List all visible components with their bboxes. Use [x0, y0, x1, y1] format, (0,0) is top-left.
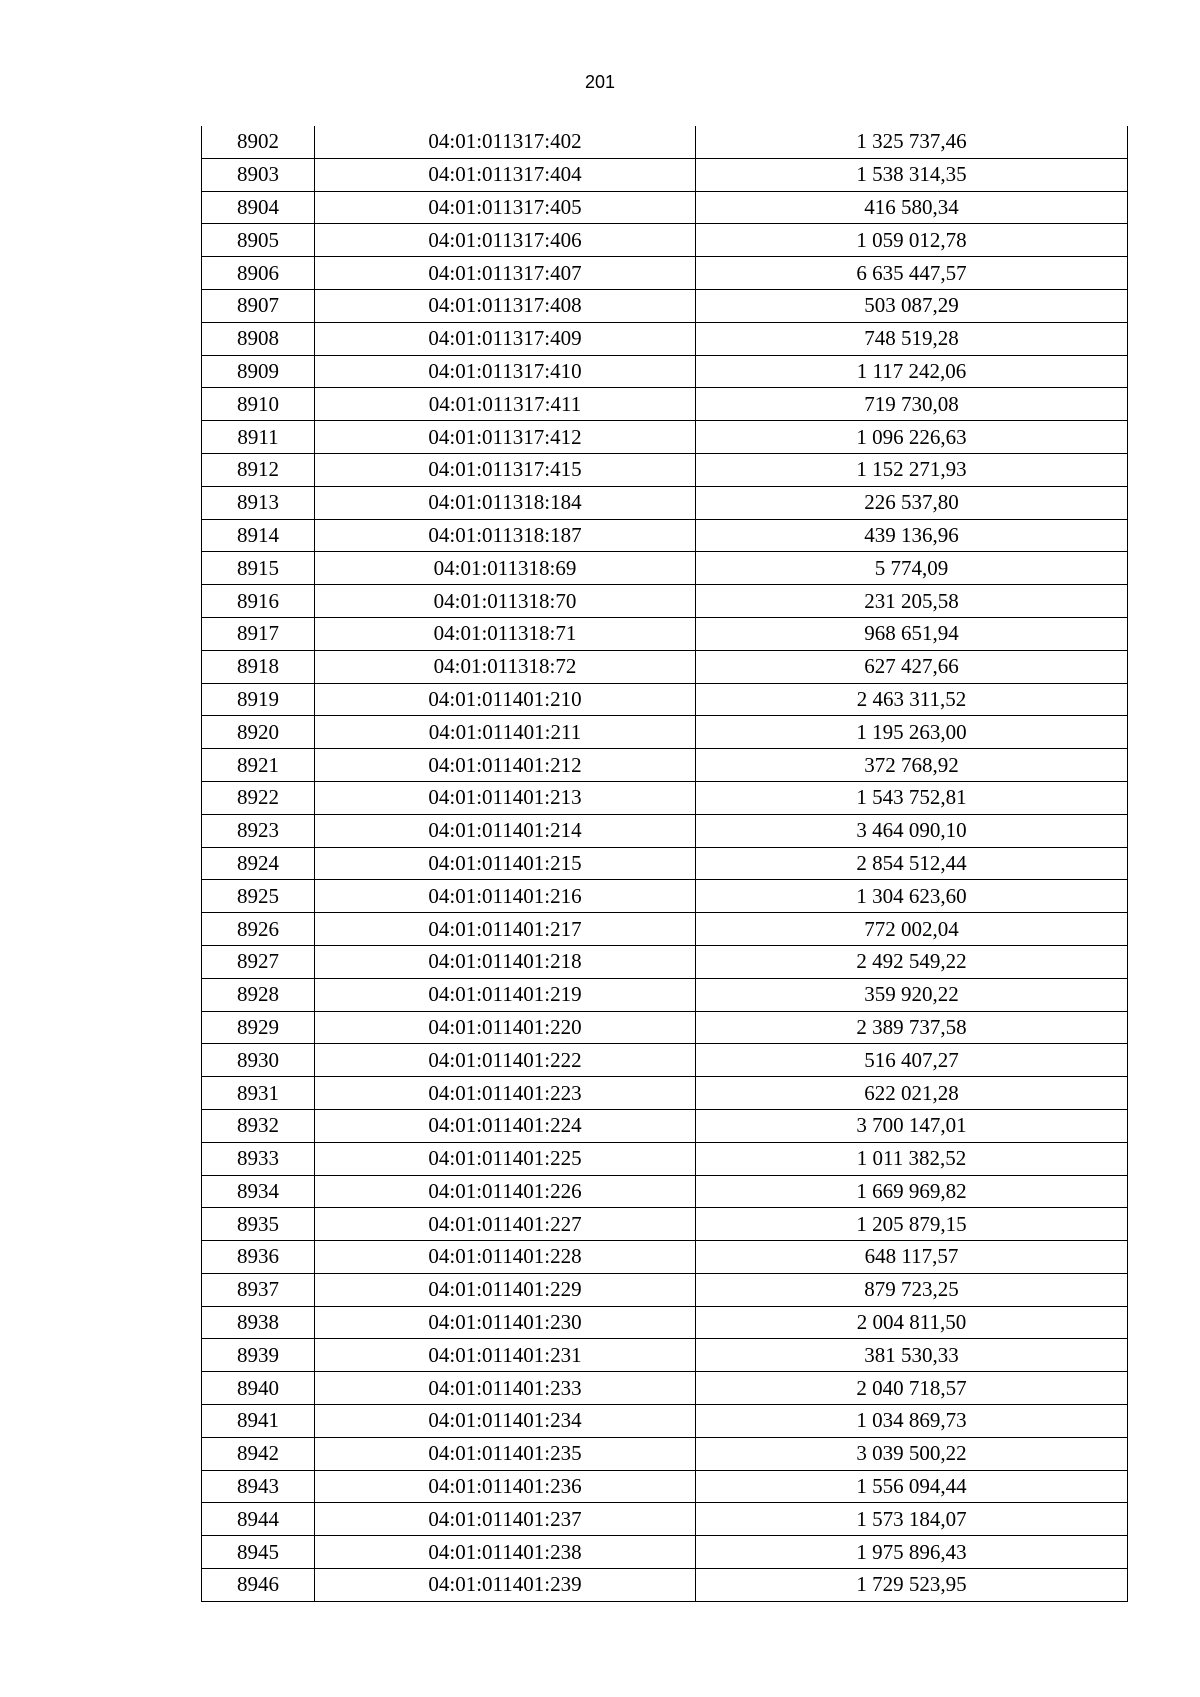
cadastral-value-cell: 1 152 271,93 [696, 453, 1128, 486]
row-number-cell: 8937 [202, 1273, 315, 1306]
cadastral-value-cell: 879 723,25 [696, 1273, 1128, 1306]
row-number-cell: 8915 [202, 552, 315, 585]
row-number-cell: 8924 [202, 847, 315, 880]
cadastral-number-cell: 04:01:011401:234 [315, 1405, 696, 1438]
row-number-cell: 8916 [202, 585, 315, 618]
row-number-cell: 8931 [202, 1077, 315, 1110]
cadastral-number-cell: 04:01:011317:409 [315, 322, 696, 355]
cadastral-number-cell: 04:01:011401:228 [315, 1241, 696, 1274]
cadastral-number-cell: 04:01:011318:72 [315, 650, 696, 683]
row-number-cell: 8922 [202, 781, 315, 814]
row-number-cell: 8932 [202, 1109, 315, 1142]
table-row [202, 519, 1128, 552]
cadastral-value-cell: 1 543 752,81 [696, 781, 1128, 814]
cadastral-value-cell: 3 700 147,01 [696, 1109, 1128, 1142]
table-row [202, 552, 1128, 585]
table-row [202, 322, 1128, 355]
cadastral-value-cell: 1 205 879,15 [696, 1208, 1128, 1241]
table-row [202, 1011, 1128, 1044]
cadastral-value-cell: 622 021,28 [696, 1077, 1128, 1110]
table-row [202, 1273, 1128, 1306]
cadastral-number-cell: 04:01:011318:69 [315, 552, 696, 585]
table-row [202, 617, 1128, 650]
row-number-cell: 8903 [202, 158, 315, 191]
cadastral-value-cell: 1 096 226,63 [696, 421, 1128, 454]
cadastral-number-cell: 04:01:011401:230 [315, 1306, 696, 1339]
cadastral-value-cell: 372 768,92 [696, 749, 1128, 782]
row-number-cell: 8923 [202, 814, 315, 847]
cadastral-value-cell: 1 573 184,07 [696, 1503, 1128, 1536]
cadastral-value-cell: 503 087,29 [696, 289, 1128, 322]
cadastral-number-cell: 04:01:011401:237 [315, 1503, 696, 1536]
cadastral-value-cell: 748 519,28 [696, 322, 1128, 355]
table-row [202, 749, 1128, 782]
table-row [202, 847, 1128, 880]
cadastral-value-cell: 6 635 447,57 [696, 257, 1128, 290]
table-row [202, 880, 1128, 913]
table-row [202, 289, 1128, 322]
table-row [202, 355, 1128, 388]
table-row [202, 421, 1128, 454]
cadastral-number-cell: 04:01:011401:222 [315, 1044, 696, 1077]
row-number-cell: 8917 [202, 617, 315, 650]
page-number: 201 [584, 72, 616, 92]
cadastral-number-cell: 04:01:011401:224 [315, 1109, 696, 1142]
row-number-cell: 8906 [202, 257, 315, 290]
row-number-cell: 8919 [202, 683, 315, 716]
table-row [202, 1306, 1128, 1339]
cadastral-number-cell: 04:01:011317:402 [315, 126, 696, 158]
table-row [202, 1470, 1128, 1503]
row-number-cell: 8934 [202, 1175, 315, 1208]
cadastral-number-cell: 04:01:011401:212 [315, 749, 696, 782]
table-row [202, 1437, 1128, 1470]
cadastral-value-cell: 516 407,27 [696, 1044, 1128, 1077]
row-number-cell: 8911 [202, 421, 315, 454]
cadastral-value-cell: 226 537,80 [696, 486, 1128, 519]
cadastral-value-cell: 1 729 523,95 [696, 1569, 1128, 1602]
cadastral-value-cell: 772 002,04 [696, 913, 1128, 946]
row-number-cell: 8913 [202, 486, 315, 519]
cadastral-value-cell: 416 580,34 [696, 191, 1128, 224]
row-number-cell: 8933 [202, 1142, 315, 1175]
cadastral-number-cell: 04:01:011317:411 [315, 388, 696, 421]
row-number-cell: 8936 [202, 1241, 315, 1274]
cadastral-value-cell: 2 492 549,22 [696, 945, 1128, 978]
row-number-cell: 8946 [202, 1569, 315, 1602]
cadastral-number-cell: 04:01:011317:404 [315, 158, 696, 191]
cadastral-number-cell: 04:01:011318:184 [315, 486, 696, 519]
cadastral-value-cell: 1 325 737,46 [696, 126, 1128, 158]
cadastral-value-cell: 627 427,66 [696, 650, 1128, 683]
cadastral-number-cell: 04:01:011401:229 [315, 1273, 696, 1306]
cadastral-value-cell: 2 040 718,57 [696, 1372, 1128, 1405]
table-row [202, 453, 1128, 486]
cadastral-value-cell: 1 117 242,06 [696, 355, 1128, 388]
cadastral-number-cell: 04:01:011401:220 [315, 1011, 696, 1044]
row-number-cell: 8945 [202, 1536, 315, 1569]
cadastral-value-cell: 968 651,94 [696, 617, 1128, 650]
cadastral-value-cell: 1 195 263,00 [696, 716, 1128, 749]
cadastral-number-cell: 04:01:011401:219 [315, 978, 696, 1011]
cadastral-number-cell: 04:01:011401:215 [315, 847, 696, 880]
table-row [202, 1241, 1128, 1274]
cadastral-number-cell: 04:01:011401:216 [315, 880, 696, 913]
table-row [202, 388, 1128, 421]
cadastral-number-cell: 04:01:011401:225 [315, 1142, 696, 1175]
cadastral-value-cell: 3 039 500,22 [696, 1437, 1128, 1470]
table-row [202, 486, 1128, 519]
table-row [202, 1503, 1128, 1536]
cadastral-number-cell: 04:01:011317:406 [315, 224, 696, 257]
cadastral-number-cell: 04:01:011401:227 [315, 1208, 696, 1241]
row-number-cell: 8904 [202, 191, 315, 224]
row-number-cell: 8941 [202, 1405, 315, 1438]
cadastral-value-cell: 2 389 737,58 [696, 1011, 1128, 1044]
table-row [202, 224, 1128, 257]
cadastral-value-cell: 439 136,96 [696, 519, 1128, 552]
cadastral-number-cell: 04:01:011317:407 [315, 257, 696, 290]
row-number-cell: 8940 [202, 1372, 315, 1405]
cadastral-number-cell: 04:01:011401:231 [315, 1339, 696, 1372]
cadastral-number-cell: 04:01:011318:70 [315, 585, 696, 618]
row-number-cell: 8942 [202, 1437, 315, 1470]
table-row [202, 1339, 1128, 1372]
row-number-cell: 8929 [202, 1011, 315, 1044]
cadastral-value-cell: 2 854 512,44 [696, 847, 1128, 880]
table-row [202, 913, 1128, 946]
table-row [202, 716, 1128, 749]
table-row [202, 978, 1128, 1011]
row-number-cell: 8918 [202, 650, 315, 683]
cadastral-number-cell: 04:01:011401:226 [315, 1175, 696, 1208]
row-number-cell: 8910 [202, 388, 315, 421]
cadastral-value-cell: 648 117,57 [696, 1241, 1128, 1274]
row-number-cell: 8921 [202, 749, 315, 782]
cadastral-value-cell: 1 304 623,60 [696, 880, 1128, 913]
table-row [202, 158, 1128, 191]
table-row [202, 650, 1128, 683]
cadastral-value-cell: 5 774,09 [696, 552, 1128, 585]
row-number-cell: 8935 [202, 1208, 315, 1241]
row-number-cell: 8908 [202, 322, 315, 355]
table-row [202, 1142, 1128, 1175]
cadastral-number-cell: 04:01:011401:239 [315, 1569, 696, 1602]
cadastral-number-cell: 04:01:011317:412 [315, 421, 696, 454]
table-row [202, 1208, 1128, 1241]
row-number-cell: 8939 [202, 1339, 315, 1372]
table-row [202, 1044, 1128, 1077]
table-row [202, 585, 1128, 618]
table-row [202, 1569, 1128, 1602]
table-row [202, 1372, 1128, 1405]
cadastral-value-cell: 3 464 090,10 [696, 814, 1128, 847]
table-row [202, 1077, 1128, 1110]
cadastral-number-cell: 04:01:011401:223 [315, 1077, 696, 1110]
table-row [202, 1109, 1128, 1142]
row-number-cell: 8943 [202, 1470, 315, 1503]
cadastral-value-cell: 719 730,08 [696, 388, 1128, 421]
cadastral-value-cell: 231 205,58 [696, 585, 1128, 618]
row-number-cell: 8944 [202, 1503, 315, 1536]
cadastral-value-cell: 1 011 382,52 [696, 1142, 1128, 1175]
cadastral-value-cell: 1 669 969,82 [696, 1175, 1128, 1208]
table-row [202, 1405, 1128, 1438]
cadastral-number-cell: 04:01:011317:415 [315, 453, 696, 486]
cadastral-value-cell: 381 530,33 [696, 1339, 1128, 1372]
cadastral-number-cell: 04:01:011318:187 [315, 519, 696, 552]
cadastral-number-cell: 04:01:011401:213 [315, 781, 696, 814]
cadastral-number-cell: 04:01:011317:405 [315, 191, 696, 224]
cadastral-value-cell: 1 975 896,43 [696, 1536, 1128, 1569]
cadastral-number-cell: 04:01:011401:235 [315, 1437, 696, 1470]
row-number-cell: 8920 [202, 716, 315, 749]
row-number-cell: 8925 [202, 880, 315, 913]
table-row [202, 945, 1128, 978]
table-row [202, 781, 1128, 814]
cadastral-value-cell: 2 004 811,50 [696, 1306, 1128, 1339]
row-number-cell: 8938 [202, 1306, 315, 1339]
cadastral-number-cell: 04:01:011318:71 [315, 617, 696, 650]
cadastral-value-table [201, 126, 1128, 1602]
table-row [202, 1175, 1128, 1208]
table-row [202, 257, 1128, 290]
row-number-cell: 8902 [202, 126, 315, 158]
row-number-cell: 8926 [202, 913, 315, 946]
row-number-cell: 8905 [202, 224, 315, 257]
table-body [202, 126, 1128, 1601]
row-number-cell: 8914 [202, 519, 315, 552]
row-number-cell: 8930 [202, 1044, 315, 1077]
cadastral-number-cell: 04:01:011401:218 [315, 945, 696, 978]
cadastral-number-cell: 04:01:011401:233 [315, 1372, 696, 1405]
cadastral-value-cell: 1 034 869,73 [696, 1405, 1128, 1438]
table-row [202, 814, 1128, 847]
table-row [202, 126, 1128, 158]
row-number-cell: 8909 [202, 355, 315, 388]
cadastral-number-cell: 04:01:011317:408 [315, 289, 696, 322]
cadastral-number-cell: 04:01:011317:410 [315, 355, 696, 388]
row-number-cell: 8912 [202, 453, 315, 486]
table-row [202, 1536, 1128, 1569]
cadastral-number-cell: 04:01:011401:214 [315, 814, 696, 847]
cadastral-number-cell: 04:01:011401:211 [315, 716, 696, 749]
cadastral-value-cell: 1 556 094,44 [696, 1470, 1128, 1503]
cadastral-value-cell: 359 920,22 [696, 978, 1128, 1011]
cadastral-number-cell: 04:01:011401:236 [315, 1470, 696, 1503]
table-row [202, 191, 1128, 224]
cadastral-value-cell: 1 059 012,78 [696, 224, 1128, 257]
table-row [202, 683, 1128, 716]
row-number-cell: 8928 [202, 978, 315, 1011]
cadastral-number-cell: 04:01:011401:238 [315, 1536, 696, 1569]
cadastral-number-cell: 04:01:011401:217 [315, 913, 696, 946]
cadastral-value-cell: 2 463 311,52 [696, 683, 1128, 716]
row-number-cell: 8927 [202, 945, 315, 978]
row-number-cell: 8907 [202, 289, 315, 322]
cadastral-number-cell: 04:01:011401:210 [315, 683, 696, 716]
cadastral-value-cell: 1 538 314,35 [696, 158, 1128, 191]
